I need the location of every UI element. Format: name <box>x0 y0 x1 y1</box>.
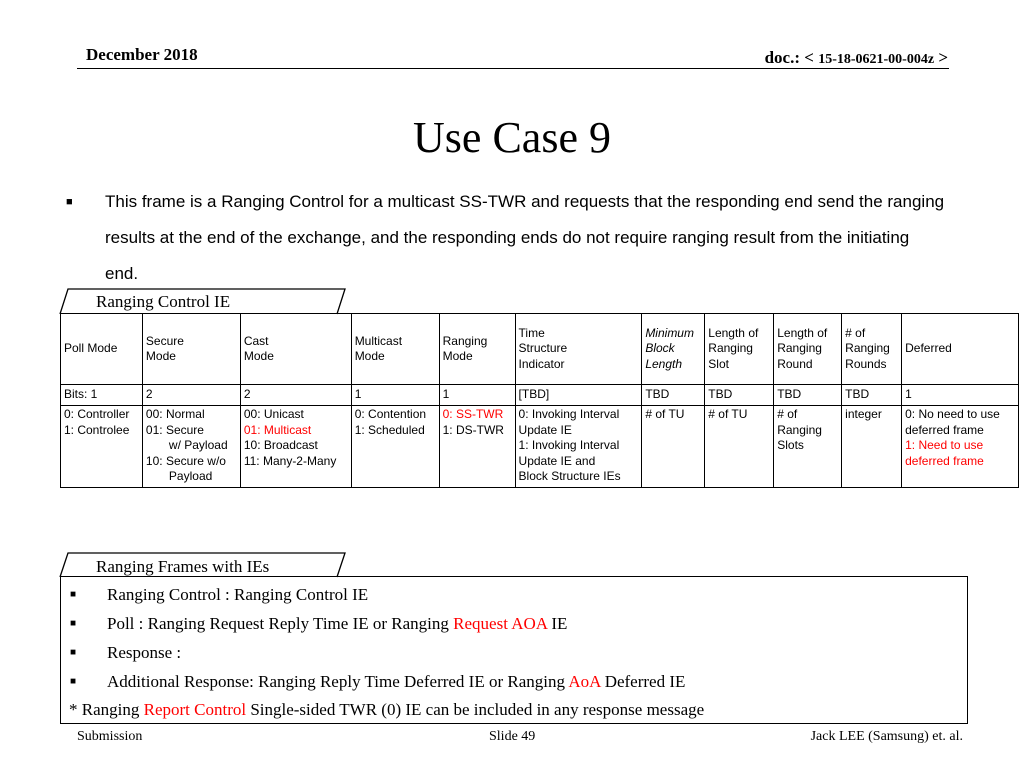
values-cast-mode: 00: Unicast 01: Multicast 10: Broadcast 11: Many-2-Many <box>240 406 351 488</box>
values-multicast-mode: 0: Contention 1: Scheduled <box>351 406 439 488</box>
header-length-of-ranging-slot: Length of Ranging Slot <box>705 314 774 385</box>
main-bullet <box>66 184 946 292</box>
bits-cell: 1 <box>439 385 515 406</box>
header-divider <box>77 68 949 69</box>
values-secure-mode: 00: Normal 01: Secure w/ Payload 10: Secure w/o Payload <box>142 406 240 488</box>
values-time-structure-indicator: 0: Invoking Interval Update IE 1: Invoking Interval Update IE and Block Structure IEs <box>515 406 642 488</box>
frame-item-response: Response : <box>107 643 182 662</box>
values-length-of-ranging-round: # of Ranging Slots <box>774 406 842 488</box>
bits-cell: TBD <box>774 385 842 406</box>
header-ranging-mode: Ranging Mode <box>439 314 515 385</box>
bits-cell: 1 <box>351 385 439 406</box>
bits-cell: [TBD] <box>515 385 642 406</box>
header-multicast-mode: Multicast Mode <box>351 314 439 385</box>
bits-cell: 1 <box>902 385 1019 406</box>
header-deferred: Deferred <box>902 314 1019 385</box>
values-deferred: 0: No need to use deferred frame 1: Need to use deferred frame <box>902 406 1019 488</box>
bits-cell: 2 <box>142 385 240 406</box>
main-bullet-text: This frame is a Ranging Control for a multicast SS-TWR and requests that the responding end send the ranging results at the end of the exchange, and the responding ends do not require ranging result from the initiating end. <box>105 192 945 283</box>
header-cast-mode: Cast Mode <box>240 314 351 385</box>
header-secure-mode: Secure Mode <box>142 314 240 385</box>
doc-prefix: doc.: < <box>764 48 814 67</box>
frames-footnote: * Ranging Report Control Single-sided TWR (0) IE can be included in any response message <box>69 700 705 719</box>
bullet-square-icon: ■ <box>70 589 77 600</box>
header-poll-mode: Poll Mode <box>61 314 143 385</box>
header-length-of-ranging-round: Length of Ranging Round <box>774 314 842 385</box>
bits-cell: TBD <box>842 385 902 406</box>
slide-title: Use Case 9 <box>413 113 611 162</box>
frame-item-additional-response: Additional Response: Ranging Reply Time Deferred IE or Ranging AoA Deferred IE <box>107 672 686 691</box>
ranging-control-ie-label-text: Ranging Control IE <box>96 292 231 311</box>
table-values-row <box>61 406 1019 488</box>
footer-slide-number: Slide 49 <box>489 729 536 744</box>
ranging-control-ie-label <box>58 287 348 315</box>
header-date: December 2018 <box>86 45 198 64</box>
values-minimum-block-length: # of TU <box>642 406 705 488</box>
frame-item-poll: Poll : Ranging Request Reply Time IE or Ranging Request AOA IE <box>107 614 568 633</box>
header-doc-id <box>765 48 948 68</box>
bullet-square-icon: ■ <box>70 647 77 658</box>
bits-cell: TBD <box>642 385 705 406</box>
doc-number: 15-18-0621-00-004z <box>818 52 935 67</box>
footer-submission: Submission <box>77 729 143 744</box>
values-ranging-mode: 0: SS-TWR 1: DS-TWR <box>439 406 515 488</box>
table-header-row <box>61 314 1019 385</box>
bits-cell: Bits: 1 <box>61 385 143 406</box>
frame-item-ranging-control: Ranging Control : Ranging Control IE <box>107 585 369 604</box>
values-length-of-ranging-slot: # of TU <box>705 406 774 488</box>
bullet-square-icon: ■ <box>66 196 73 208</box>
values-poll-mode: 0: Controller 1: Controlee <box>61 406 143 488</box>
bullet-square-icon: ■ <box>70 618 77 629</box>
header-minimum-block-length: Minimum Block Length <box>642 314 705 385</box>
doc-suffix: > <box>938 48 948 67</box>
ranging-frames-label-text: Ranging Frames with IEs <box>96 557 270 576</box>
header-number-of-ranging-rounds: # of Ranging Rounds <box>842 314 902 385</box>
header-time-structure-indicator: Time Structure Indicator <box>515 314 642 385</box>
ranging-control-ie-table <box>60 313 1019 488</box>
bits-cell: TBD <box>705 385 774 406</box>
ranging-frames-box <box>60 576 968 724</box>
bits-cell: 2 <box>240 385 351 406</box>
ranging-frames-label <box>58 551 348 578</box>
table-bits-row <box>61 385 1019 406</box>
bullet-square-icon: ■ <box>70 676 77 687</box>
footer-author: Jack LEE (Samsung) et. al. <box>810 729 963 744</box>
values-number-of-ranging-rounds: integer <box>842 406 902 488</box>
